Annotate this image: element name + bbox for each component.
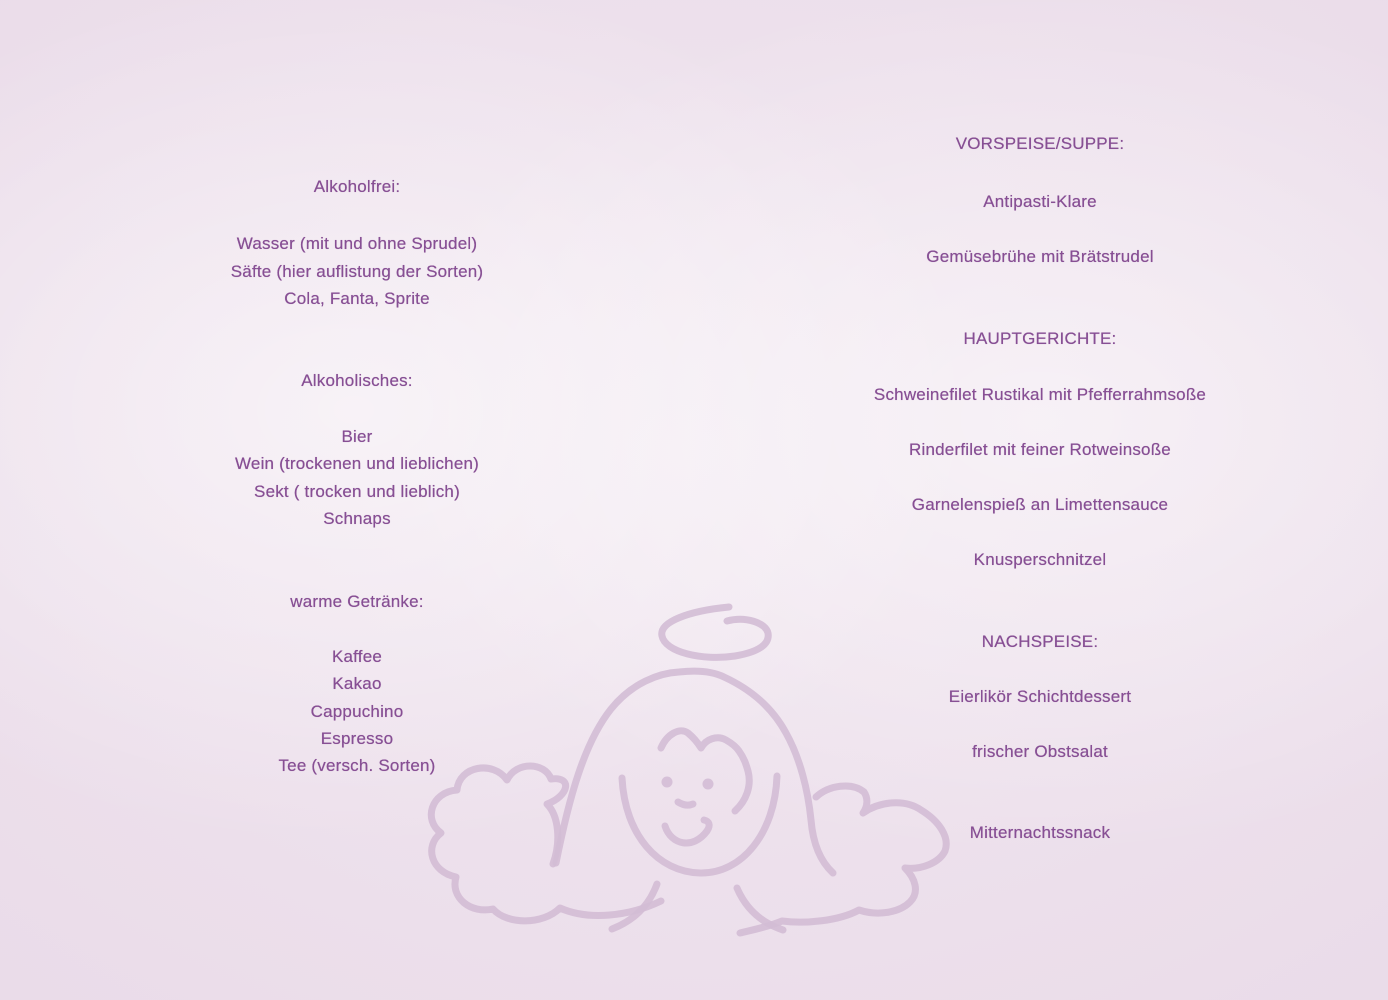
angel-face [622, 776, 777, 873]
menu-item: Tee (versch. Sorten) [278, 756, 436, 775]
angel-halo-icon [662, 607, 768, 657]
menu-item: Knusperschnitzel [973, 550, 1107, 569]
menu-item: Cola, Fanta, Sprite [284, 289, 430, 308]
section-title-alkoholfrei: Alkoholfrei: [313, 177, 401, 196]
menu-item: Cappuchino [310, 702, 404, 721]
section-title-vorspeise-suppe: VORSPEISE/SUPPE: [955, 134, 1125, 153]
menu-item: Antipasti-Klare [983, 192, 1097, 211]
section-title-hauptgerichte: HAUPTGERICHTE: [963, 329, 1117, 348]
menu-item: Kaffee [331, 647, 383, 666]
menu-item: Säfte (hier auflistung der Sorten) [230, 262, 484, 281]
menu-item: Eierlikör Schichtdessert [948, 687, 1132, 706]
menu-item: Wein (trockenen und lieblichen) [234, 454, 480, 473]
angel-smile [665, 820, 709, 843]
angel-right-shoulder [737, 888, 783, 930]
menu-item: Schnaps [323, 509, 391, 528]
menu-item: Schweinefilet Rustikal mit Pfefferrahmsoße [873, 385, 1207, 404]
menu-item: Espresso [320, 729, 394, 748]
angel-left-wing [431, 766, 661, 921]
menu-item: Kakao [332, 674, 382, 693]
angel-illustration [410, 590, 990, 950]
menu-item: frischer Obstsalat [972, 742, 1108, 761]
menu-item: Rinderfilet mit feiner Rotweinsoße [909, 440, 1171, 459]
menu-item-mitternachtssnack: Mitternachtssnack [969, 823, 1111, 842]
angel-left-eye [662, 777, 673, 788]
angel-right-eye [703, 779, 714, 790]
menu-item: Bier [341, 427, 373, 446]
menu-item: Gemüsebrühe mit Brätstrudel [926, 247, 1154, 266]
section-title-warme-getraenke: warme Getränke: [290, 592, 424, 611]
menu-item: Sekt ( trocken und lieblich) [254, 482, 460, 501]
section-title-nachspeise: NACHSPEISE: [981, 632, 1099, 651]
section-title-alkoholisches: Alkoholisches: [301, 371, 413, 390]
angel-nose [678, 802, 693, 805]
menu-item: Garnelenspieß an Limettensauce [911, 495, 1169, 514]
angel-bangs [661, 731, 749, 811]
menu-item: Wasser (mit und ohne Sprudel) [236, 234, 478, 253]
